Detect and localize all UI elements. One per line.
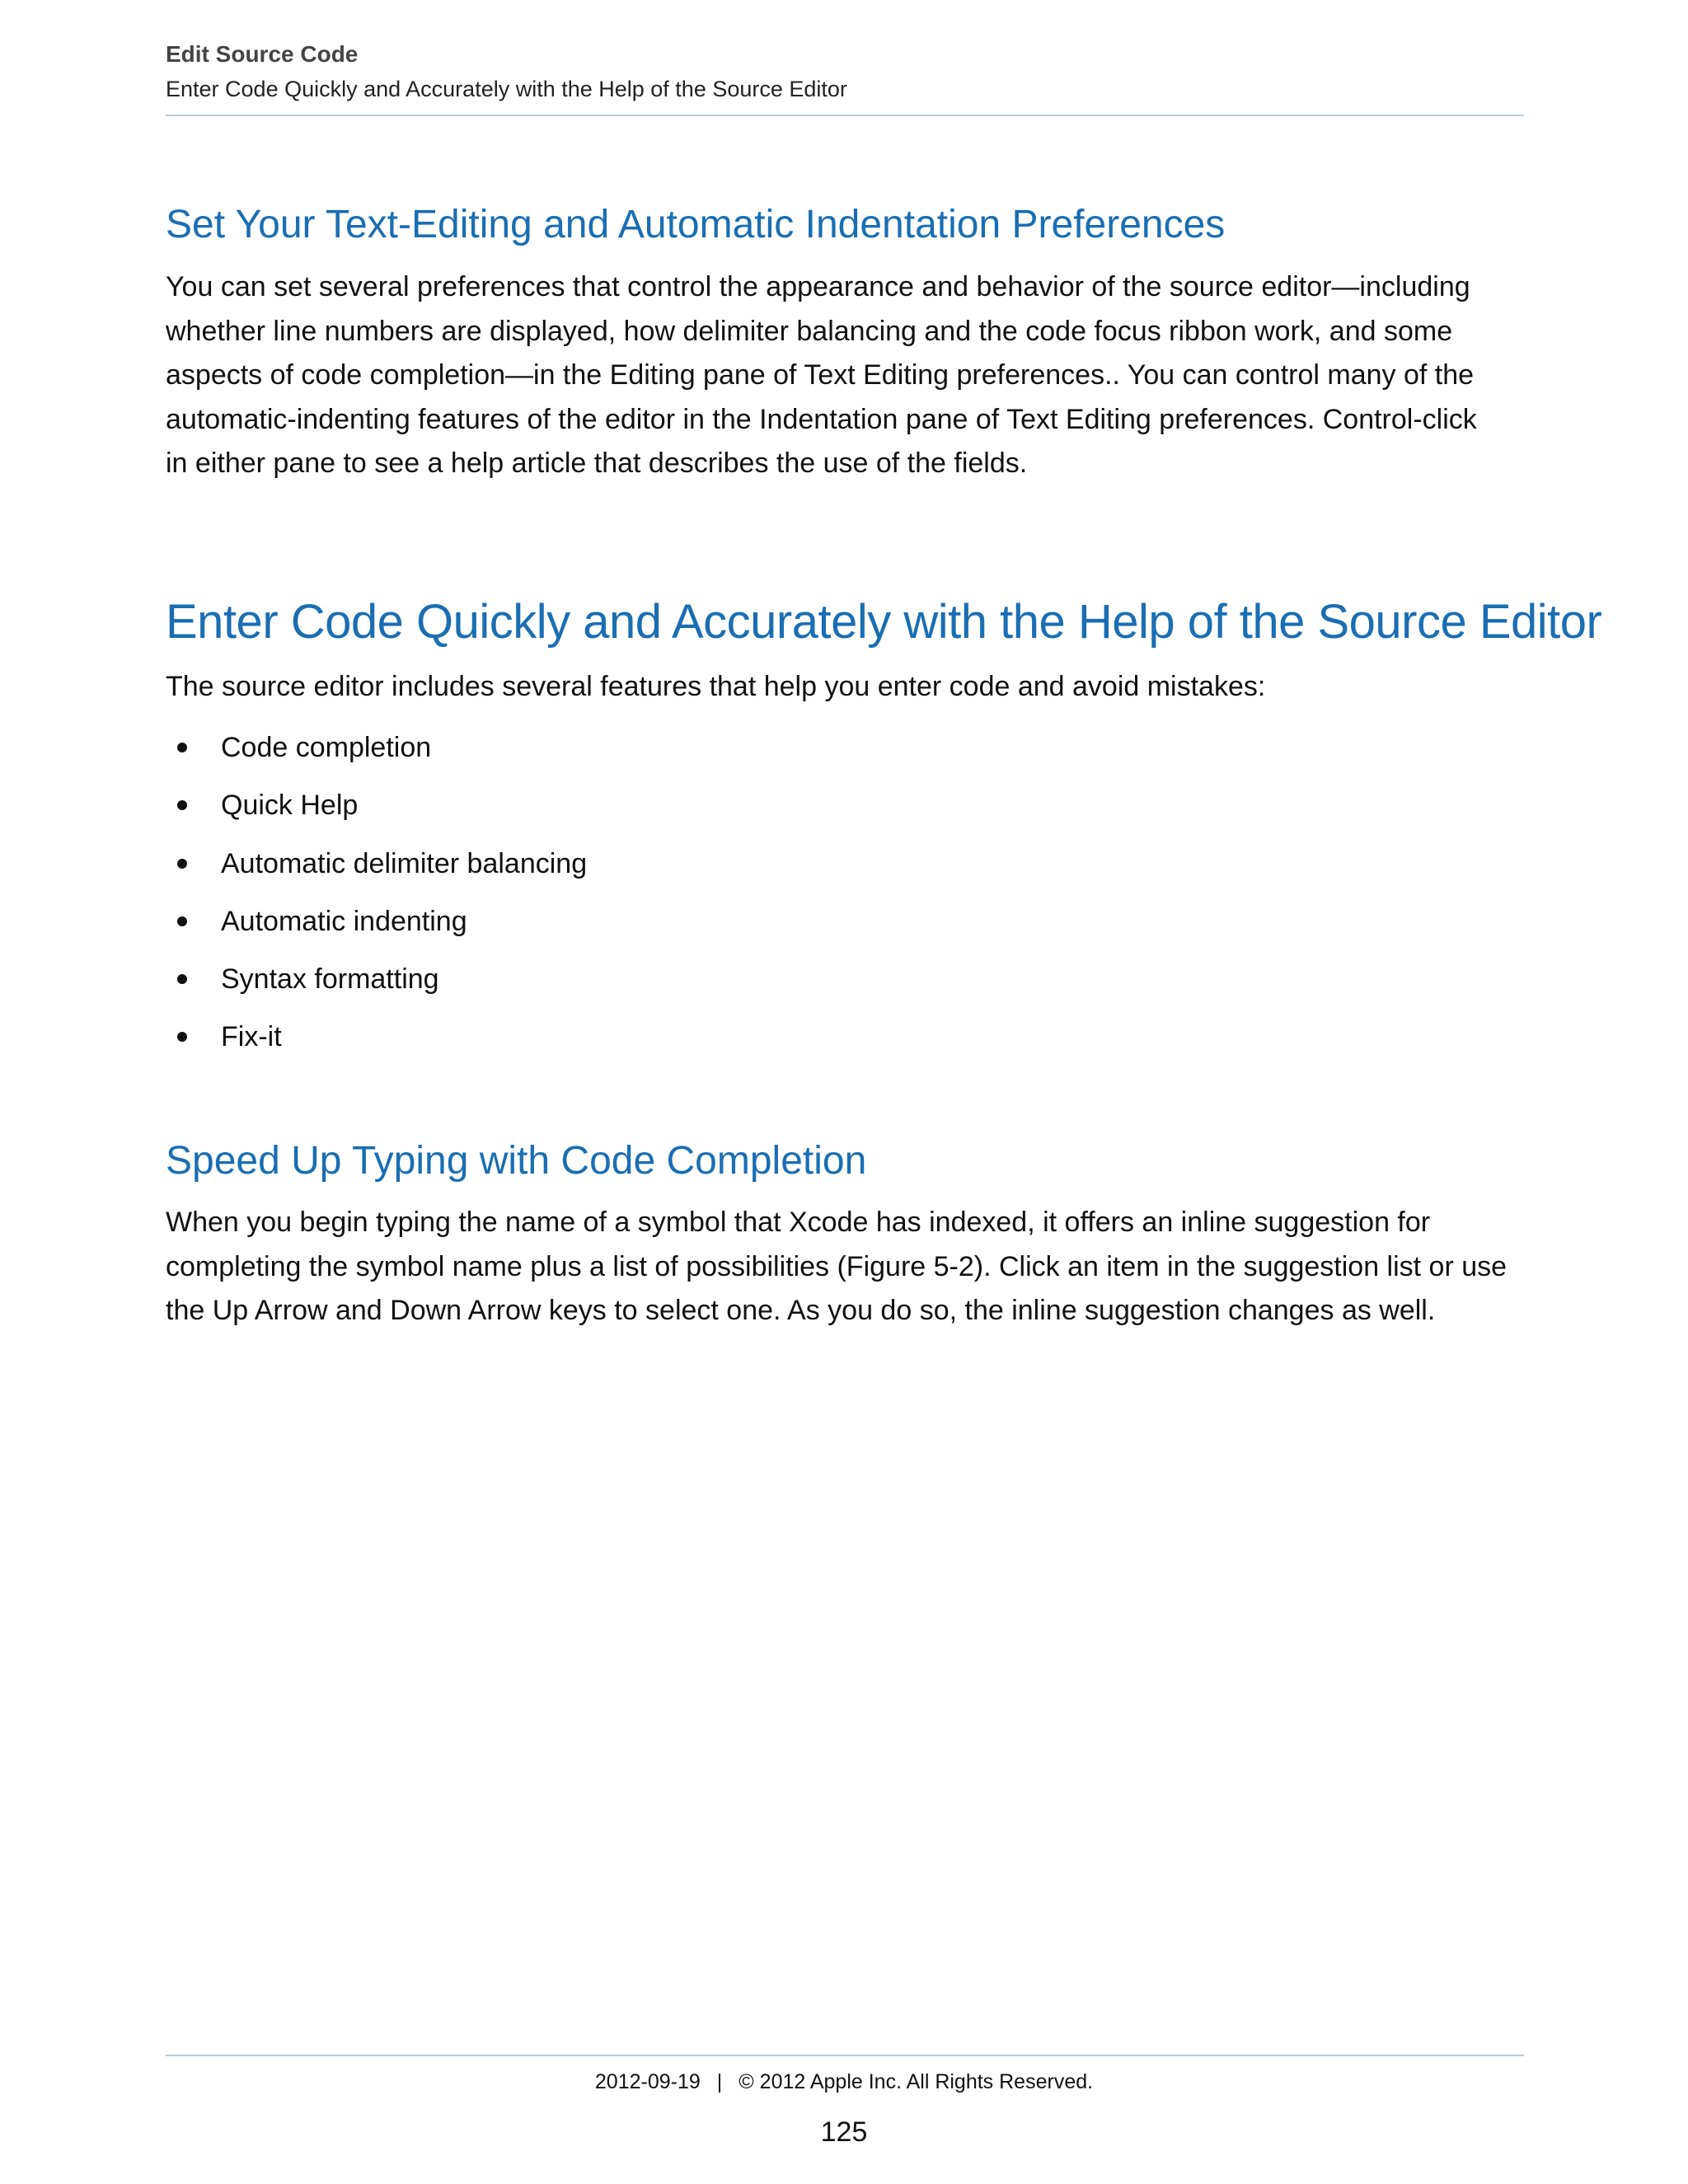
bullet-icon	[177, 743, 187, 752]
enter-code-intro	[166, 665, 1524, 710]
footer	[0, 2067, 1688, 2097]
section-title: Enter Code Quickly and Accurately with the Help of the Source Editor	[166, 77, 847, 101]
header-divider	[166, 115, 1524, 116]
paragraph-line: aspects of code completion—in the Editing pane of Text Editing preferences.. You can control many of the	[166, 359, 1475, 391]
footer-separator: |	[716, 2070, 723, 2093]
main-heading: Enter Code Quickly and Accurately with the Help of the Source Editor	[166, 595, 1602, 649]
footer-copyright: © 2012 Apple Inc. All Rights Reserved.	[738, 2070, 1094, 2093]
footer-divider	[166, 2055, 1524, 2056]
list-item: Fix-it	[166, 1018, 1524, 1056]
section-text-editing-preferences	[166, 201, 1524, 249]
list-item: Syntax formatting	[166, 960, 1524, 998]
intro-paragraph: The source editor includes several features that help you enter code and avoid mistakes:	[166, 671, 1266, 702]
code-completion-paragraph	[166, 1201, 1524, 1333]
list-item: Automatic delimiter balancing	[166, 845, 1524, 883]
footer-date: 2012-09-19	[594, 2070, 701, 2093]
bullet-icon	[177, 859, 187, 869]
bullet-icon	[177, 916, 187, 926]
paragraph-line: completing the symbol name plus a list of possibilities (Figure 5-2). Click an item in the suggestion list or use	[166, 1250, 1507, 1282]
section-enter-code	[166, 593, 1602, 651]
chapter-title: Edit Source Code	[166, 41, 359, 67]
bullet-icon	[177, 800, 187, 810]
feature-list	[166, 729, 1524, 1056]
paragraph-line: in either pane to see a help article that describes the use of the fields.	[166, 448, 1028, 479]
list-item: Quick Help	[166, 786, 1524, 824]
bullet-icon	[177, 974, 187, 984]
feature-list-container	[166, 729, 1524, 1076]
list-item: Code completion	[166, 729, 1524, 766]
section-heading-preferences: Set Your Text-Editing and Automatic Indentation Preferences	[166, 203, 1226, 246]
bullet-icon	[177, 1032, 187, 1042]
section-code-completion	[166, 1137, 1524, 1185]
running-header	[166, 40, 1524, 104]
paragraph-line: automatic-indenting features of the editor in the Indentation pane of Text Editing preferences. Control-click	[166, 403, 1477, 435]
preferences-paragraph	[166, 265, 1524, 486]
section-heading-code-completion: Speed Up Typing with Code Completion	[166, 1139, 867, 1183]
paragraph-line: the Up Arrow and Down Arrow keys to select one. As you do so, the inline suggestion changes as well.	[166, 1295, 1436, 1326]
list-item: Automatic indenting	[166, 902, 1524, 940]
paragraph-line: When you begin typing the name of a symbol that Xcode has indexed, it offers an inline suggestion for	[166, 1207, 1431, 1238]
page-number: 125	[820, 2116, 868, 2148]
paragraph-line: whether line numbers are displayed, how delimiter balancing and the code focus ribbon work, and some	[166, 315, 1453, 347]
paragraph-line: You can set several preferences that control the appearance and behavior of the source editor—including	[166, 271, 1470, 302]
